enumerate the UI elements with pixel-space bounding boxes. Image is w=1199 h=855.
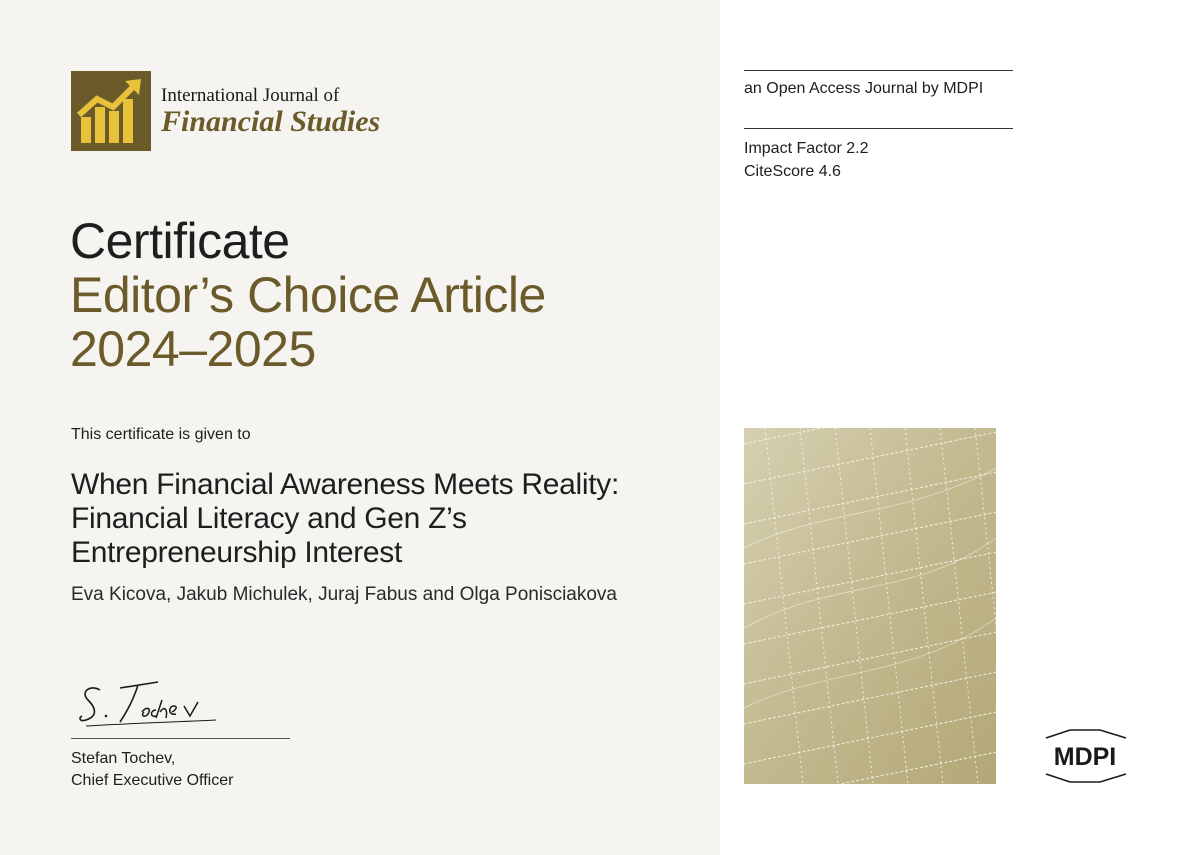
mdpi-logo	[1040, 728, 1130, 784]
certificate-heading	[70, 214, 546, 376]
signature-line	[71, 738, 290, 739]
publisher-line: an Open Access Journal by MDPI	[744, 80, 984, 97]
journal-name-line2: Financial Studies	[161, 105, 381, 138]
mdpi-wordmark: MDPI	[1053, 743, 1117, 771]
chart-growth-icon	[71, 71, 151, 151]
signer-name: Stefan Tochev,	[71, 750, 176, 767]
article-title: When Financial Awareness Meets Reality: Financial Literacy and Gen Z’s Entrepreneurship Interest	[71, 468, 620, 569]
certificate-title: Certificate	[70, 213, 290, 269]
award-years: 2024–2025	[70, 321, 316, 377]
divider	[744, 70, 1013, 71]
cover-image	[744, 428, 996, 784]
divider	[744, 128, 1013, 129]
award-name: Editor’s Choice Article	[70, 267, 546, 323]
journal-name-line1: International Journal of	[161, 85, 340, 106]
citescore: CiteScore 4.6	[744, 163, 841, 180]
given-to-label: This certificate is given to	[71, 426, 251, 443]
signer-role: Chief Executive Officer	[71, 772, 234, 789]
signer-block	[71, 748, 233, 792]
signature	[76, 676, 226, 732]
impact-factor: Impact Factor 2.2	[744, 140, 869, 157]
journal-metrics	[744, 137, 869, 183]
article-authors: Eva Kicova, Jakub Michulek, Juraj Fabus and Olga Ponisciakova	[71, 584, 617, 605]
journal-logo	[71, 71, 391, 151]
